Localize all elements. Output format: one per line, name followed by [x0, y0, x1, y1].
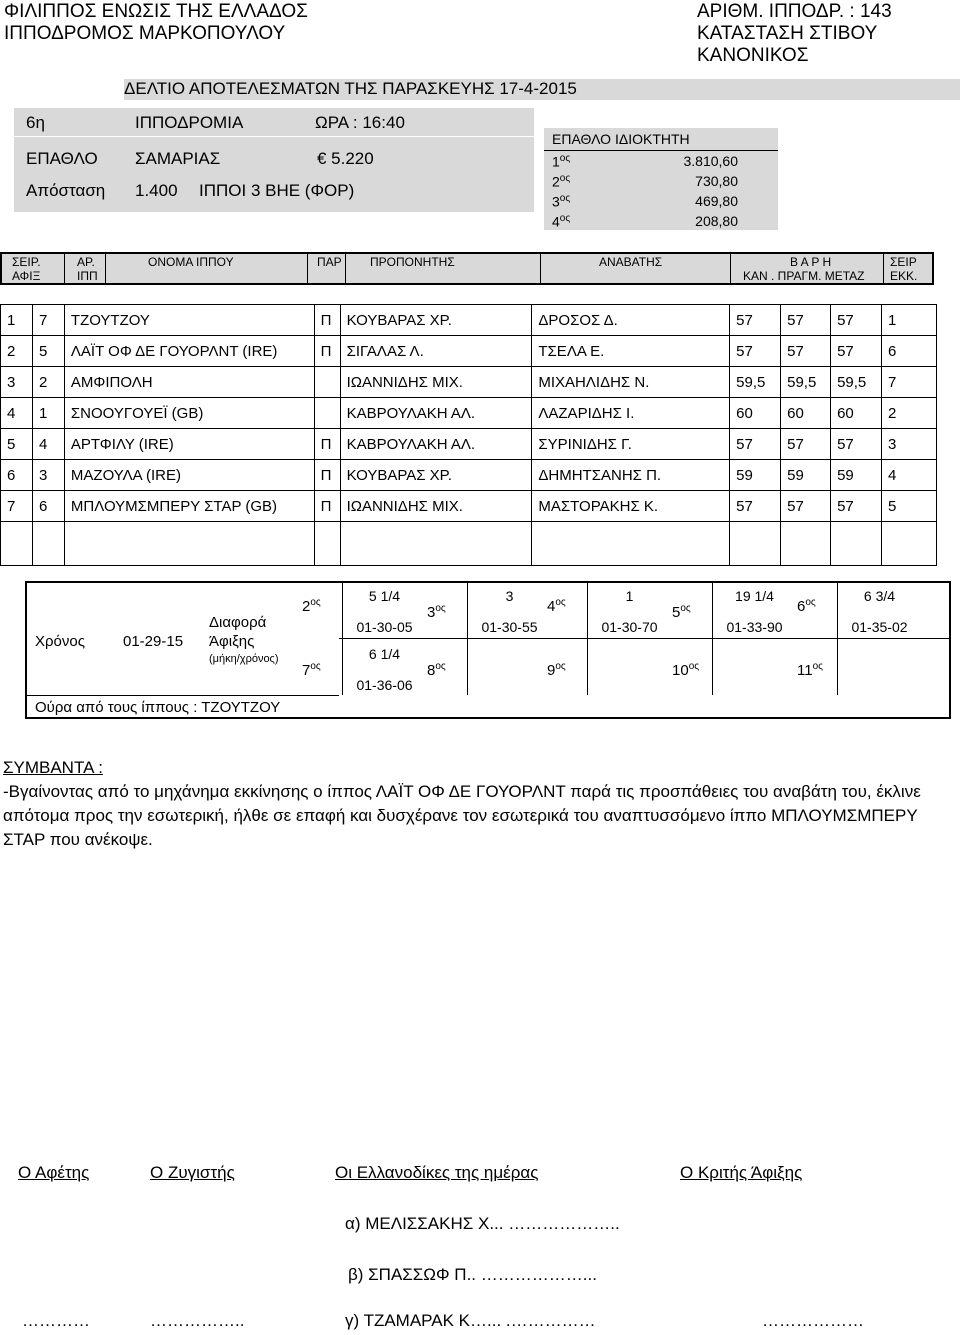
cell-w2: 57 — [781, 305, 831, 336]
placing-time: 01-36-06 — [356, 677, 413, 693]
cell-par — [314, 367, 340, 398]
cell-pos: 3 — [1, 367, 33, 398]
distance-value: 1.400 — [135, 181, 178, 200]
cell-jockey: ΛΑΖΑΡΙΔΗΣ Ι. — [532, 398, 730, 429]
placing-margin: 19 1/4 — [735, 588, 774, 604]
cell-w2: 59 — [781, 460, 831, 491]
table-row — [1, 305, 937, 336]
race-no: 6η — [26, 113, 45, 132]
table-row — [1, 460, 937, 491]
cell-w3: 57 — [831, 429, 882, 460]
owner-prize-place: 2 — [552, 173, 560, 190]
placing-label — [427, 661, 446, 679]
cell-trainer: ΣΙΓΑΛΑΣ Λ. — [340, 336, 532, 367]
cell-jockey: ΣΥΡΙΝΙΔΗΣ Γ. — [532, 429, 730, 460]
cell-jockey: ΜΑΣΤΟΡΑΚΗΣ Κ. — [532, 491, 730, 522]
cell-trainer: ΚΟΥΒΑΡΑΣ ΧΡ. — [340, 305, 532, 336]
owner-prize-place: 1 — [552, 153, 560, 170]
cell-w2: 57 — [781, 491, 831, 522]
cell-jockey: ΜΙΧΑΗΛΙΔΗΣ Ν. — [532, 367, 730, 398]
cell-par: Π — [314, 305, 340, 336]
distance-label: Απόσταση — [26, 181, 106, 200]
cell-w3: 57 — [831, 305, 882, 336]
divider — [64, 254, 65, 283]
horses-class: ΙΠΠΟΙ 3 ΒΗΕ (ΦΟΡ) — [199, 181, 355, 200]
ordinal-suffix: ος — [435, 603, 446, 614]
placing-number: 2 — [302, 598, 311, 615]
cell-pos: 2 — [1, 336, 33, 367]
cell-w3: 57 — [831, 336, 882, 367]
judge-label: Ο Κριτής Άφιξης — [680, 1163, 803, 1182]
arrival-label: Άφιξης — [209, 633, 255, 650]
cell-trainer: ΚΟΥΒΑΡΑΣ ΧΡ. — [340, 460, 532, 491]
bulletin-title: ΔΕΛΤΙΟ ΑΠΟΤΕΛΕΣΜΑΤΩΝ ΤΗΣ ΠΑΡΑΣΚΕΥΗΣ 17-4-2015 — [124, 79, 577, 98]
cell-trainer: ΙΩΑΝΝΙΔΗΣ ΜΙΧ. — [340, 367, 532, 398]
table-row — [1, 336, 937, 367]
cell-w3: 59 — [831, 460, 882, 491]
cell-par — [314, 522, 340, 566]
starter-label: Ο Αφέτης — [18, 1163, 90, 1182]
results-column-header — [0, 252, 934, 285]
owner-prize-place-wrap — [552, 193, 570, 210]
times-box — [25, 581, 951, 719]
cell-name: ΤΖΟΥΤΖΟΥ — [64, 305, 314, 336]
tail-note: Ούρα από τους ίππους : ΤΖΟΥΤΖΟΥ — [35, 699, 281, 716]
cell-w2: 57 — [781, 336, 831, 367]
cell-trainer — [340, 522, 532, 566]
col-weight-sub: ΚΑΝ . ΠΡΑΓΜ. ΜΕΤΑΖ — [743, 269, 865, 283]
placing-margin: 6 1/4 — [368, 646, 401, 662]
weigher-label: Ο Ζυγιστής — [150, 1163, 235, 1182]
col-position-1: ΣΕΙΡ. — [12, 255, 41, 269]
cell-trainer: ΚΑΒΡΟΥΛΑΚΗ ΑΛ. — [340, 398, 532, 429]
divider — [540, 254, 541, 283]
cell-w3: 59,5 — [831, 367, 882, 398]
cell-pos: 5 — [1, 429, 33, 460]
placing-margin: 5 1/4 — [368, 588, 401, 604]
steward-a: α) ΜΕΛΙΣΣΑΚΗΣ Χ... ……………….. — [345, 1214, 620, 1233]
placing-time: 01-30-05 — [356, 619, 413, 635]
owner-prize-place: 3 — [552, 193, 560, 210]
placing-number: 9 — [547, 662, 556, 679]
incidents-title: ΣΥΜΒΑΝΤΑ : — [3, 758, 103, 777]
owner-prize-amount: 208,80 — [695, 213, 738, 229]
placing-label — [302, 597, 321, 615]
steward-b: β) ΣΠΑΣΣΩΦ Π.. ………………... — [348, 1265, 597, 1284]
placing-number: 3 — [427, 604, 436, 621]
cell-w3: 60 — [831, 398, 882, 429]
prize-name: ΣΑΜΑΡΙΑΣ — [135, 149, 221, 168]
cell-name: ΑΡΤΦΙΛΥ (IRE) — [64, 429, 314, 460]
col-position-2: ΑΦΙΞ — [12, 269, 41, 283]
placing-label — [797, 597, 816, 615]
bulletin-title-bar — [124, 79, 960, 100]
cell-no: 2 — [32, 367, 64, 398]
cell-no: 5 — [32, 336, 64, 367]
col-start-2: ΕΚΚ. — [890, 269, 918, 283]
divider — [345, 254, 346, 283]
ordinal-suffix: ος — [555, 661, 566, 672]
track-state-value: ΚΑΝΟΝΙΚΟΣ — [697, 45, 809, 66]
cell-w1: 57 — [730, 429, 781, 460]
cell-start: 5 — [882, 491, 937, 522]
owner-prize-amount: 469,80 — [695, 193, 738, 209]
results-table — [0, 304, 937, 566]
cell-w1: 59,5 — [730, 367, 781, 398]
cell-name: ΜΑΖΟΥΛΑ (IRE) — [64, 460, 314, 491]
table-row — [1, 367, 937, 398]
cell-no: 7 — [32, 305, 64, 336]
race-number: ΑΡΙΘΜ. ΙΠΠΟΔΡ. : 143 — [697, 1, 892, 22]
cell-pos: 1 — [1, 305, 33, 336]
placing-margin: 6 3/4 — [863, 588, 896, 604]
ordinal-suffix: ος — [310, 597, 321, 608]
cell-name: ΣΝΟΟΥΓΟΥΕΪ (GB) — [64, 398, 314, 429]
judge-signature-line: ……………… — [762, 1311, 864, 1330]
divider — [544, 150, 778, 151]
placing-time: 01-30-70 — [601, 619, 658, 635]
owner-prize-amount: 3.810,60 — [683, 153, 738, 169]
cell-par: Π — [314, 491, 340, 522]
cell-w3 — [831, 522, 882, 566]
cell-trainer: ΚΑΒΡΟΥΛΑΚΗ ΑΛ. — [340, 429, 532, 460]
cell-w1: 57 — [730, 491, 781, 522]
diff-label: Διαφορά — [209, 614, 267, 631]
placing-label — [672, 661, 699, 679]
time-label: Χρόνος — [35, 633, 85, 650]
cell-w1: 60 — [730, 398, 781, 429]
winner-time: 01-29-15 — [123, 633, 184, 650]
cell-no — [32, 522, 64, 566]
cell-jockey: ΔΗΜΗΤΣΑΝΗΣ Π. — [532, 460, 730, 491]
placing-number: 8 — [427, 662, 436, 679]
cell-name — [64, 522, 314, 566]
owner-prize-box — [544, 128, 778, 230]
col-number-1: ΑΡ. — [77, 255, 95, 269]
cell-no: 1 — [32, 398, 64, 429]
cell-start: 2 — [882, 398, 937, 429]
ordinal-suffix: ος — [688, 661, 700, 672]
ordinal-suffix: ος — [812, 661, 823, 672]
cell-par: Π — [314, 336, 340, 367]
cell-par: Π — [314, 429, 340, 460]
table-row — [1, 429, 937, 460]
col-start-1: ΣΕΙΡ — [890, 255, 917, 269]
placing-time: 01-33-90 — [726, 619, 783, 635]
cell-pos — [1, 522, 33, 566]
cell-name: ΑΜΦΙΠΟΛΗ — [64, 367, 314, 398]
cell-w2 — [781, 522, 831, 566]
placing-number: 11 — [797, 662, 813, 679]
owner-prize-place-wrap — [552, 173, 570, 190]
placing-number: 5 — [672, 604, 681, 621]
cell-w1: 57 — [730, 336, 781, 367]
divider — [883, 254, 884, 283]
placing-margin: 3 — [505, 588, 514, 604]
cell-w3: 57 — [831, 491, 882, 522]
table-row — [1, 491, 937, 522]
placing-number: 7 — [302, 662, 311, 679]
table-row — [1, 522, 937, 566]
divider — [27, 695, 339, 696]
col-jockey: ΑΝΑΒΑΤΗΣ — [599, 255, 663, 269]
divider — [14, 136, 534, 137]
placing-number: 6 — [797, 598, 806, 615]
ordinal-suffix: ος — [680, 603, 691, 614]
divider — [339, 638, 951, 639]
race-time: ΩΡΑ : 16:40 — [315, 113, 405, 132]
placing-label — [547, 597, 566, 615]
placing-time: 01-35-02 — [851, 619, 908, 635]
cell-start: 3 — [882, 429, 937, 460]
placing-label — [547, 661, 566, 679]
cell-jockey: ΔΡΟΣΟΣ Δ. — [532, 305, 730, 336]
cell-start: 1 — [882, 305, 937, 336]
cell-w1: 57 — [730, 305, 781, 336]
col-par: ΠΑΡ — [317, 255, 342, 269]
federation-name: ΦΙΛΙΠΠΟΣ ΕΝΩΣΙΣ ΤΗΣ ΕΛΛΑΔΟΣ — [4, 1, 308, 22]
placing-number: 10 — [672, 662, 689, 679]
steward-c: γ) ΤΖΑΜΑΡΑΚ Κ…... .…………… — [345, 1311, 596, 1330]
incidents-text: -Βγαίνοντας από το μηχάνημα εκκίνησης ο ίππος ΛΑΪΤ ΟΦ ΔΕ ΓΟΥΟΡΛΝΤ παρά τις προσπάθειες του αναβάτη του, έκλινε απότομα προς την εσωτερική, ήλθε σε επαφή και δυσχέρανε τον εσωτερικά του αναπτυσσόμενο ίππο ΜΠΛΟΥΜΣΜΠΕΡΥ ΣΤΑΡ που ανέκοψε. — [3, 782, 921, 849]
cell-w2: 60 — [781, 398, 831, 429]
col-weight: Β Α Ρ Η — [790, 255, 832, 269]
cell-w2: 57 — [781, 429, 831, 460]
col-number-2: ΙΠΠ — [77, 269, 98, 283]
placing-margin: 1 — [625, 588, 634, 604]
cell-w1: 59 — [730, 460, 781, 491]
cell-jockey — [532, 522, 730, 566]
table-row — [1, 398, 937, 429]
cell-pos: 4 — [1, 398, 33, 429]
cell-start: 7 — [882, 367, 937, 398]
weigher-signature-line: …………….. — [150, 1311, 245, 1330]
stewards-label: Οι Ελλανοδίκες της ημέρας — [335, 1163, 539, 1182]
owner-prize-title: ΕΠΑΘΛΟ ΙΔΙΟΚΤΗΤΗ — [552, 131, 690, 147]
col-horse-name: ΟΝΟΜΑ ΙΠΠΟΥ — [148, 255, 234, 269]
placing-time: 01-30-55 — [481, 619, 538, 635]
cell-no: 3 — [32, 460, 64, 491]
divider — [730, 254, 731, 283]
placing-label — [672, 603, 691, 621]
ordinal-suffix: ος — [555, 597, 566, 608]
incidents — [3, 756, 953, 852]
placing-number: 4 — [547, 598, 556, 615]
col-trainer: ΠΡΟΠΟΝΗΤΗΣ — [370, 255, 455, 269]
starter-signature-line: ………… — [22, 1311, 90, 1330]
ordinal-suffix: ος — [559, 153, 571, 164]
race-label: ΙΠΠΟΔΡΟΜΙΑ — [135, 113, 244, 132]
cell-no: 6 — [32, 491, 64, 522]
owner-prize-amount: 730,80 — [695, 173, 738, 189]
cell-trainer: ΙΩΑΝΝΙΔΗΣ ΜΙΧ. — [340, 491, 532, 522]
divider — [105, 254, 106, 283]
owner-prize-place: 4 — [552, 213, 560, 230]
track-state-label: ΚΑΤΑΣΤΑΣΗ ΣΤΙΒΟΥ — [697, 23, 878, 44]
owner-prize-place-wrap — [552, 153, 570, 170]
cell-w1 — [730, 522, 781, 566]
cell-start: 6 — [882, 336, 937, 367]
cell-name: ΛΑΪΤ ΟΦ ΔΕ ΓΟΥΟΡΛΝΤ (IRE) — [64, 336, 314, 367]
divider — [307, 254, 308, 283]
ordinal-suffix: ος — [310, 661, 321, 672]
placing-label — [427, 603, 446, 621]
owner-prize-place-wrap — [552, 213, 570, 230]
cell-jockey: ΤΣΕΛΑ Ε. — [532, 336, 730, 367]
ordinal-suffix: ος — [559, 173, 571, 184]
cell-par — [314, 398, 340, 429]
cell-start — [882, 522, 937, 566]
ordinal-suffix: ος — [559, 213, 571, 224]
diff-sub-label: (μήκη/χρόνος) — [209, 653, 279, 665]
cell-par: Π — [314, 460, 340, 491]
cell-start: 4 — [882, 460, 937, 491]
cell-pos: 6 — [1, 460, 33, 491]
cell-name: ΜΠΛΟΥΜΣΜΠΕΡΥ ΣΤΑΡ (GB) — [64, 491, 314, 522]
ordinal-suffix: ος — [435, 661, 446, 672]
ordinal-suffix: ος — [559, 193, 571, 204]
cell-no: 4 — [32, 429, 64, 460]
placing-label — [302, 661, 321, 679]
prize-label: ΕΠΑΘΛΟ — [26, 149, 98, 168]
prize-amount: € 5.220 — [317, 149, 374, 168]
cell-w2: 59,5 — [781, 367, 831, 398]
placing-label — [797, 661, 823, 679]
ordinal-suffix: ος — [805, 597, 816, 608]
cell-pos: 7 — [1, 491, 33, 522]
racecourse-name: ΙΠΠΟΔΡΟΜΟΣ ΜΑΡΚΟΠΟΥΛΟΥ — [4, 23, 286, 44]
race-info — [14, 108, 534, 212]
